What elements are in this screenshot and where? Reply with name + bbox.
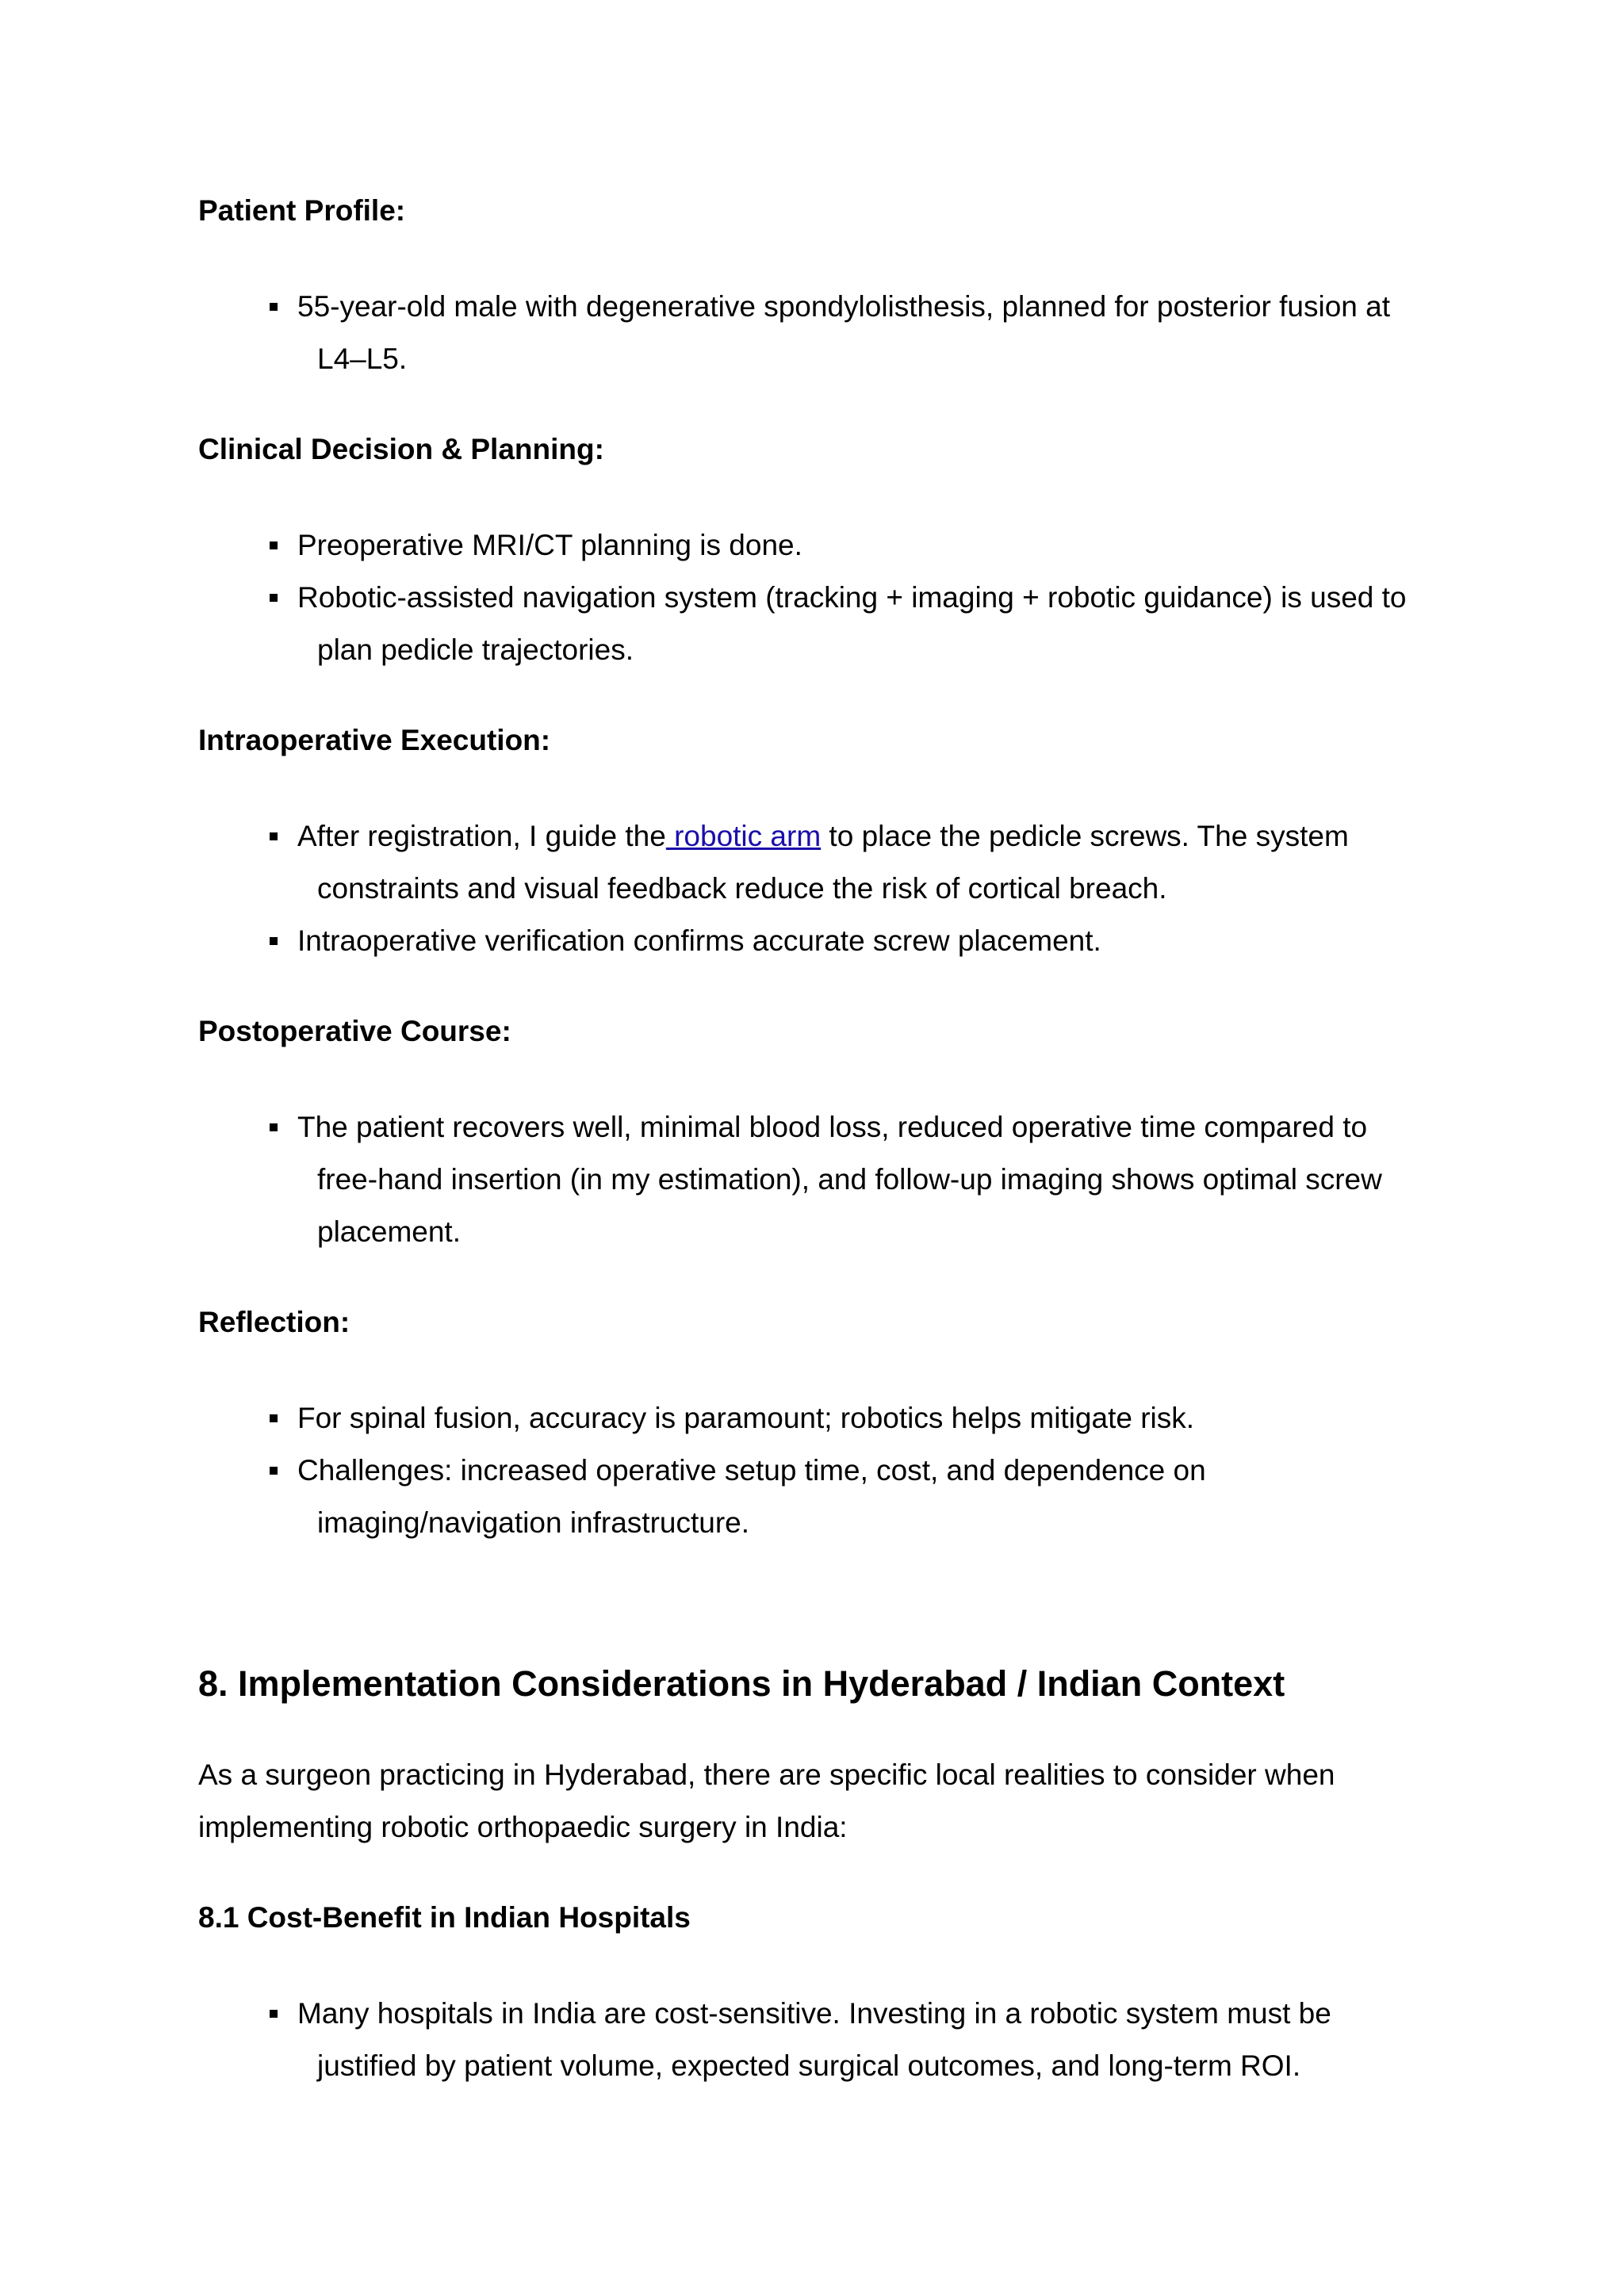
bullet-icon [270,303,278,311]
clinical-decision-list [198,519,1435,676]
bullet-icon [270,832,278,840]
postoperative-list [198,1101,1435,1258]
section-8-title: 8. Implementation Considerations in Hyderabad / Indian Context [198,1663,1285,1704]
section-8-1-list [198,1988,1435,2092]
patient-profile-heading: Patient Profile: [198,194,406,227]
list-item: Robotic-assisted navigation system (tracking + imaging + robotic guidance) is used to plan pedicle trajectories. [198,572,1435,676]
bullet-icon [270,541,278,549]
patient-profile-list [198,281,1435,385]
reflection-heading: Reflection: [198,1306,350,1338]
intraoperative-heading: Intraoperative Execution: [198,724,551,756]
bullet-icon [270,1414,278,1422]
bullet-icon [270,937,278,945]
bullet-icon [270,1123,278,1131]
bullet-icon [270,594,278,602]
list-item: After registration, I guide the robotic arm to place the pedicle screws. The system constraints and visual feedback reduce the risk of cortical breach. [198,810,1435,915]
list-item: 55-year-old male with degenerative spondylolisthesis, planned for posterior fusion at L4–L5. [198,281,1435,385]
bullet-icon [270,1467,278,1475]
reflection-list [198,1392,1435,1549]
section-8-intro: As a surgeon practicing in Hyderabad, there are specific local realities to consider when implementing robotic orthopaedic surgery in India: [198,1758,1335,1843]
list-item: Challenges: increased operative setup time, cost, and dependence on imaging/navigation infrastructure. [198,1445,1435,1549]
postoperative-heading: Postoperative Course: [198,1015,511,1047]
list-item: The patient recovers well, minimal blood loss, reduced operative time compared to free-hand insertion (in my estimation), and follow-up imaging shows optimal screw placement. [198,1101,1435,1258]
clinical-decision-heading: Clinical Decision & Planning: [198,433,604,465]
intraoperative-list [198,810,1435,967]
robotic-arm-link[interactable]: robotic arm [665,820,822,852]
document-content [198,190,1435,2092]
list-item: Intraoperative verification confirms accurate screw placement. [198,915,1435,967]
list-item: Preoperative MRI/CT planning is done. [198,519,1435,572]
bullet-icon [270,2010,278,2018]
section-8-1-heading: 8.1 Cost-Benefit in Indian Hospitals [198,1901,691,1934]
list-item: Many hospitals in India are cost-sensitive. Investing in a robotic system must be justified by patient volume, expected surgical outcomes, and long-term ROI. [198,1988,1435,2092]
list-item: For spinal fusion, accuracy is paramount; robotics helps mitigate risk. [198,1392,1435,1445]
